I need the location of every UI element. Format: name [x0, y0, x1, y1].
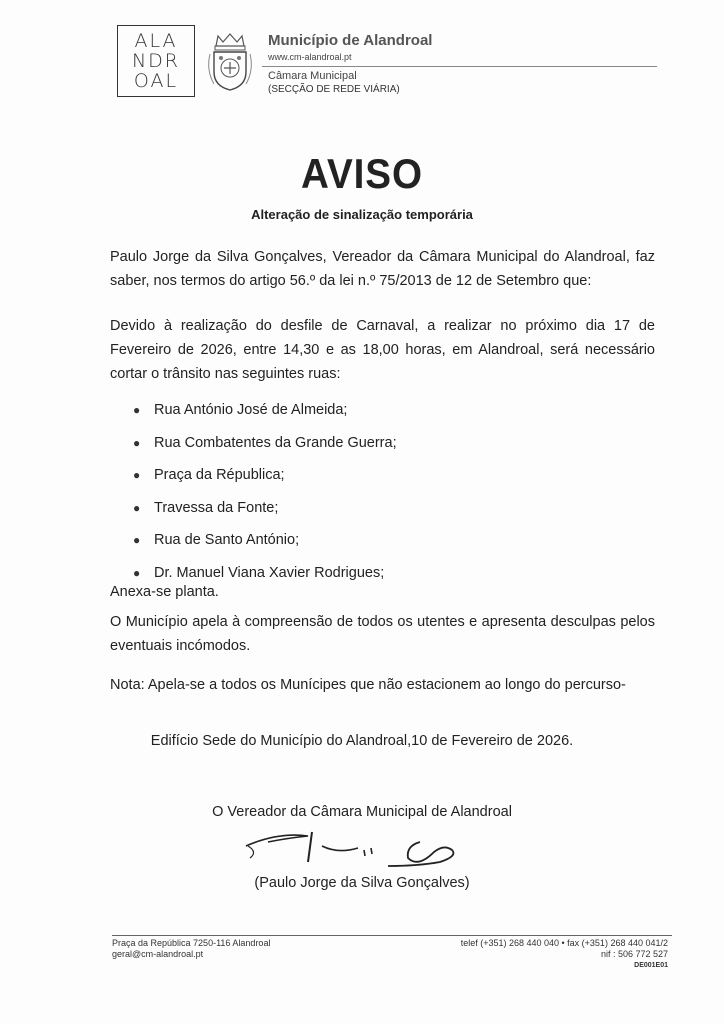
list-item [133, 398, 397, 431]
street-name: Rua de Santo António; [154, 532, 300, 548]
signatory-role: O Vereador da Câmara Municipal de Alandroal [212, 804, 512, 820]
appeal-paragraph: O Município apela à compreensão de todos os utentes e apresenta desculpas pelos eventuais incómodos. [110, 614, 655, 654]
reason-paragraph: Devido à realização do desfile de Carnaval, a realizar no próximo dia 17 de Fevereiro de 2026, entre 14,30 e as 18,00 horas, em Alandroal, será necessário cortar o trânsito nas seguintes ruas: [110, 318, 655, 382]
footer-phone-fax: telef (+351) 268 440 040 • fax (+351) 268 440 041/2 [460, 938, 668, 948]
bullet-icon: ● [133, 565, 141, 580]
notice-title: AVISO [301, 150, 423, 197]
document-code: DE001E01 [634, 962, 668, 969]
bullet-icon: ● [133, 468, 141, 482]
place-and-date: Edifício Sede do Município do Alandroal,10 de Fevereiro de 2026. [150, 733, 574, 749]
bullet-icon: ● [133, 403, 141, 417]
municipality-name: Município de Alandroal [268, 32, 433, 49]
street-name: Rua António José de Almeida; [154, 402, 348, 418]
footer-address: Praça da República 7250-116 Alandroal [112, 938, 271, 948]
parking-note: Nota: Apela-se a todos os Munícipes que não estacionem ao longo do percurso- [110, 677, 626, 693]
footer-contacts-left [112, 938, 270, 960]
logo-line: ALA [134, 30, 178, 52]
signatory-name: (Paulo Jorge da Silva Gonçalves) [254, 875, 470, 891]
section-name: (SECÇÃO DE REDE VIÁRIA) [268, 84, 400, 95]
footer-contacts-right [461, 938, 668, 971]
municipality-logo [117, 25, 195, 97]
closed-streets-list [133, 398, 397, 593]
coat-of-arms-icon [204, 32, 256, 94]
intro-paragraph: Paulo Jorge da Silva Gonçalves, Vereador da Câmara Municipal do Alandroal, faz saber, nos termos do artigo 56.º da lei n.º 75/2013 de 12 de Setembro que: [110, 249, 655, 289]
bullet-icon: ● [133, 533, 141, 547]
street-name: Praça da Républica; [154, 467, 285, 483]
footer-nif: nif : 506 772 527 [600, 949, 668, 959]
header-divider [262, 66, 657, 67]
footer-divider [112, 935, 672, 936]
list-item [133, 463, 397, 496]
list-item [133, 431, 397, 464]
street-name: Travessa da Fonte; [154, 499, 279, 516]
footer-email: geral@cm-alandroal.pt [112, 949, 204, 959]
logo-line: NDR [131, 50, 181, 72]
list-item [133, 528, 397, 561]
annex-note: Anexa-se planta. [110, 584, 219, 600]
municipality-website: www.cm-alandroal.pt [268, 52, 352, 62]
street-name: Dr. Manuel Viana Xavier Rodrigues; [154, 564, 385, 581]
department-name: Câmara Municipal [268, 70, 357, 82]
bullet-icon: ● [133, 500, 141, 515]
logo-line: OAL [133, 70, 179, 92]
street-name: Rua Combatentes da Grande Guerra; [154, 434, 397, 451]
list-item [133, 496, 397, 529]
notice-subtitle: Alteração de sinalização temporária [251, 207, 473, 222]
bullet-icon: ● [133, 435, 141, 450]
